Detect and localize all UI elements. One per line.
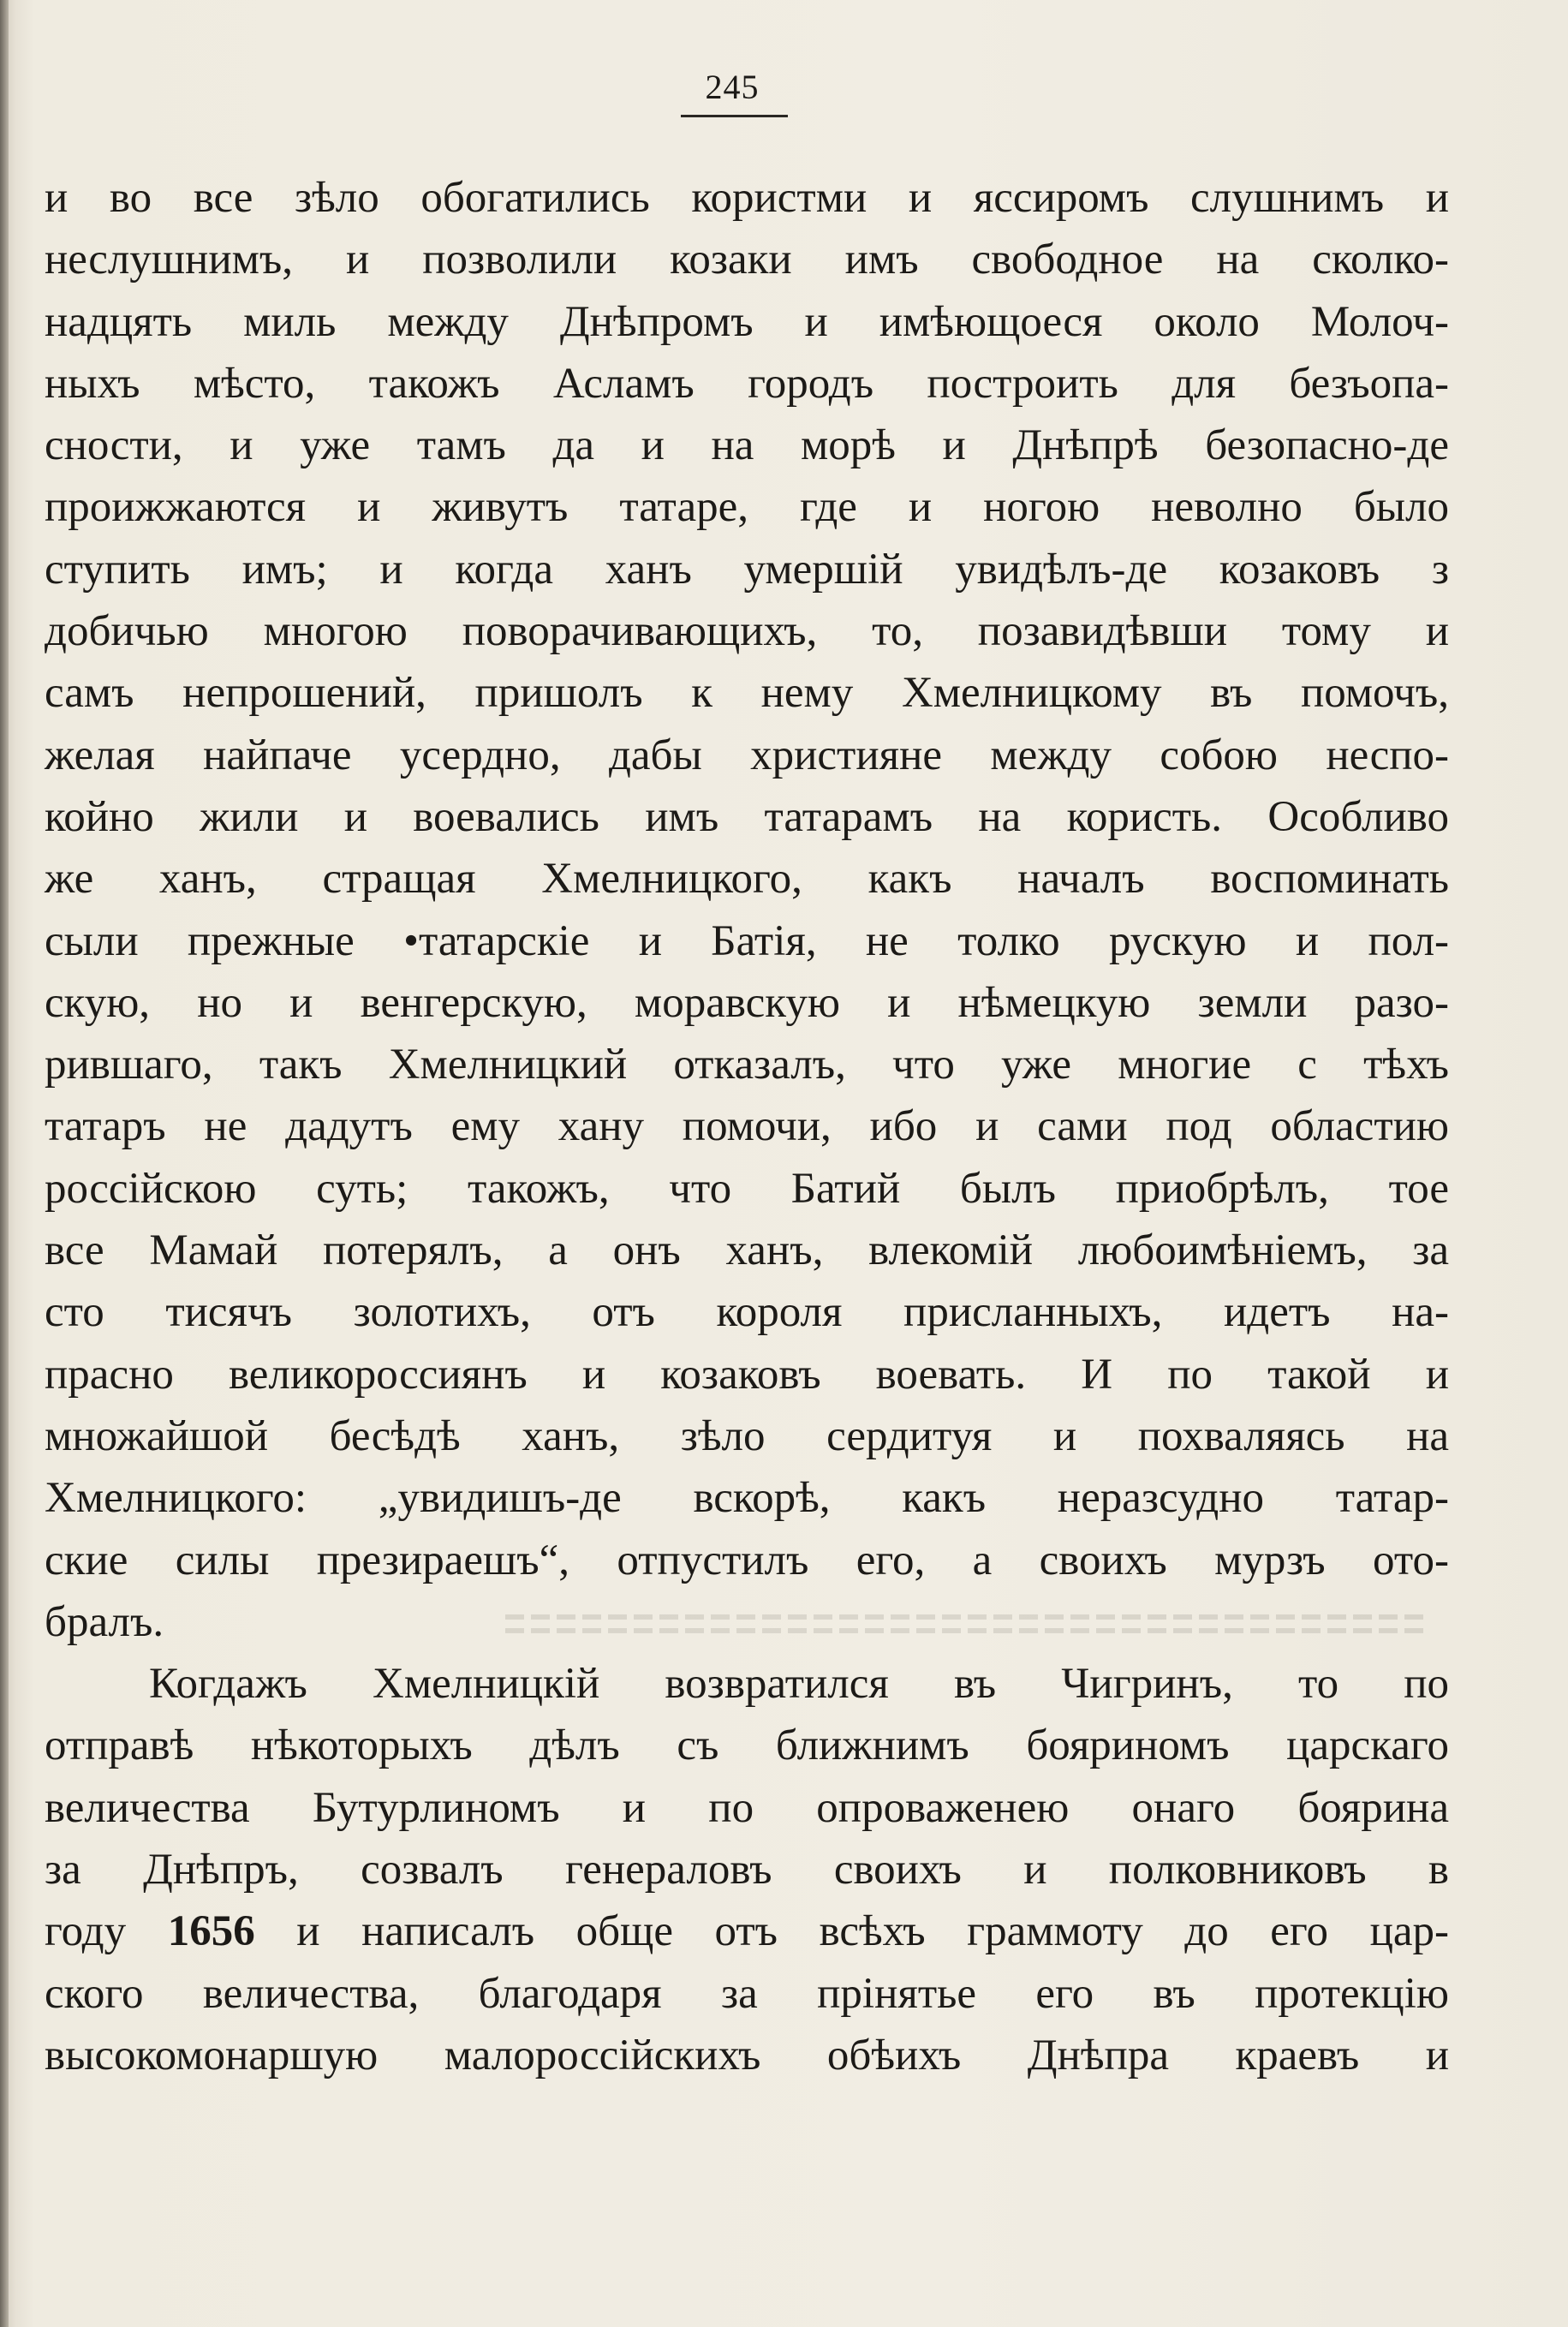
text-line: проижжаются и живутъ татаре, где и ногою неволно было bbox=[45, 483, 1449, 532]
text-line: все Мамай потерялъ, а онъ ханъ, влекомій любоимѣніемъ, за bbox=[45, 1226, 1449, 1275]
text-line: бралъ. bbox=[45, 1597, 164, 1646]
text-line: неслушнимъ, и позволили козаки имъ свободное на сколко- bbox=[45, 236, 1449, 284]
page-number-underline bbox=[681, 115, 788, 117]
text-line: и во все зѣло обогатились користми и яссиромъ слушнимъ и bbox=[45, 174, 1449, 222]
text-line: ские силы презираешъ“, отпустилъ его, а своихъ мурзъ ото- bbox=[45, 1536, 1449, 1584]
page-number: 245 bbox=[705, 68, 760, 106]
text-line: ского величества, благодаря за прінятье его въ протекцію bbox=[45, 1969, 1449, 2018]
text-line: надцять миль между Днѣпромъ и имѣющоеся около Молоч- bbox=[45, 297, 1449, 346]
text-line: прасно великороссиянъ и козаковъ воевать. И по такой и bbox=[45, 1350, 1449, 1399]
body-text bbox=[45, 167, 1449, 2086]
text-line: множайшой бесѣдѣ ханъ, зѣло сердитуя и похваляясь на bbox=[45, 1411, 1449, 1460]
text-line: самъ непрошений, пришолъ к нему Хмелницкому въ помочъ, bbox=[45, 669, 1449, 718]
book-spine-edge bbox=[0, 0, 9, 2327]
year-number: 1656 bbox=[167, 1907, 255, 1956]
text-line: желая найпаче усердно, дабы християне между собою неспо- bbox=[45, 731, 1449, 779]
text-line: рившаго, такъ Хмелницкий отказалъ, что уже многие с тѣхъ bbox=[45, 1041, 1449, 1089]
paragraph-first-line: Когдажъ Хмелницкій возвратился въ Чигринъ, то по bbox=[149, 1660, 1449, 1709]
text-line: ступить имъ; и когда ханъ умершій увидѣлъ-де козаковъ з bbox=[45, 545, 1449, 594]
text-line: за Днѣпръ, созвалъ генераловъ своихъ и полковниковъ в bbox=[45, 1846, 1449, 1894]
text-line: сто тисячъ золотихъ, отъ короля присланныхъ, идетъ на- bbox=[45, 1288, 1449, 1337]
text-line: ныхъ мѣсто, такожъ Асламъ городъ построить для безъопа- bbox=[45, 359, 1449, 408]
text-line: скую, но и венгерскую, моравскую и нѣмецкую земли разо- bbox=[45, 978, 1449, 1027]
text-line: добичью многою поворачивающихъ, то, позавидѣвши тому и bbox=[45, 607, 1449, 656]
text-line: отправѣ нѣкоторыхъ дѣлъ съ ближнимъ бояриномъ царскаго bbox=[45, 1721, 1449, 1770]
text-line: величества Бутурлиномъ и по опроваженею онаго боярина bbox=[45, 1783, 1449, 1832]
text-line: россійскою суть; такожъ, что Батий былъ приобрѣлъ, тое bbox=[45, 1164, 1449, 1213]
text-line: сности, и уже тамъ да и на морѣ и Днѣпрѣ безопасно-де bbox=[45, 421, 1449, 470]
text-line: же ханъ, стращая Хмелницкого, какъ началъ воспоминать bbox=[45, 855, 1449, 904]
text-line: высокомонаршую малороссійскихъ обѣихъ Днѣпра краевъ и bbox=[45, 2031, 1449, 2079]
text-line: татаръ не дадутъ ему хану помочи, ибо и сами под областию bbox=[45, 1102, 1449, 1151]
text-line: Хмелницкого: „увидишъ-де вскорѣ, какъ неразсудно татар- bbox=[45, 1474, 1449, 1523]
text-line: койно жили и воевались имъ татарамъ на користь. Особливо bbox=[45, 792, 1449, 841]
text-line-with-year: году 1656 и написалъ обще отъ всѣхъ граммоту до его цар- bbox=[45, 1907, 1449, 1956]
text-line: сыли прежные •татарскіе и Батія, не толко рускую и пол- bbox=[45, 916, 1449, 965]
